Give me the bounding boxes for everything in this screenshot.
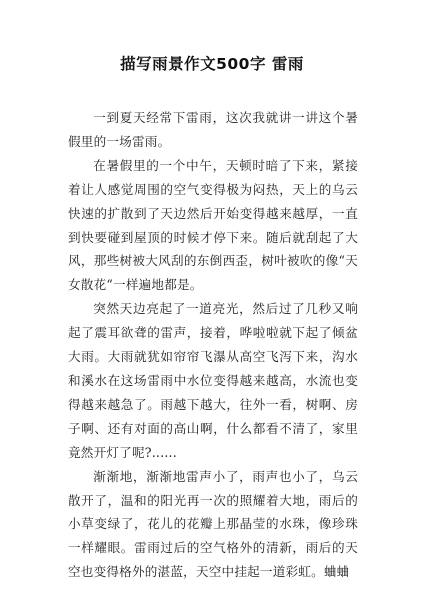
paragraph-2: 在暑假里的一个中午，天顿时暗了下来，紧接着让人感觉周围的空气变得极为闷热，天上的乌云快速的扩散到了天边然后开始变得越来越厚，一直到快要碰到屋顶的时候才停下来。随后就刮起了大风，那些树被大风刮的东倒西歪，树叶被吹的像“天女散花“一样遍地都是。 — [68, 157, 358, 293]
paragraph-4: 渐渐地，渐渐地雷声小了，雨声也小了，乌云散开了，温和的阳光再一次的照耀着大地，雨后的小草变绿了，花儿的花瓣上那晶莹的水珠，像珍珠一样耀眼。雷雨过后的空气格外的清新，雨后的天空也变得格外的湛蓝，天空中挂起一道彩虹。蛐蛐 — [68, 468, 358, 580]
document-body — [68, 106, 358, 584]
paragraph-1: 一到夏天经常下雷雨，这次我就讲一讲这个暑假里的一场雷雨。 — [68, 110, 358, 149]
document-title: 描写雨景作文500字 雷雨 — [120, 55, 304, 73]
paragraph-3: 突然天边亮起了一道亮光，然后过了几秒又响起了震耳欲聋的雷声，接着，哗啦啦就下起了倾盆大雨。大雨就犹如帘帘飞瀑从高空飞泻下来，沟水和溪水在这场雷雨中水位变得越来越高，水流也变得越来越急了。雨越下越大，往外一看，树啊、房子啊、还有对面的高山啊，什么都看不清了，家里竟然开灯了呢?...... — [68, 301, 358, 460]
